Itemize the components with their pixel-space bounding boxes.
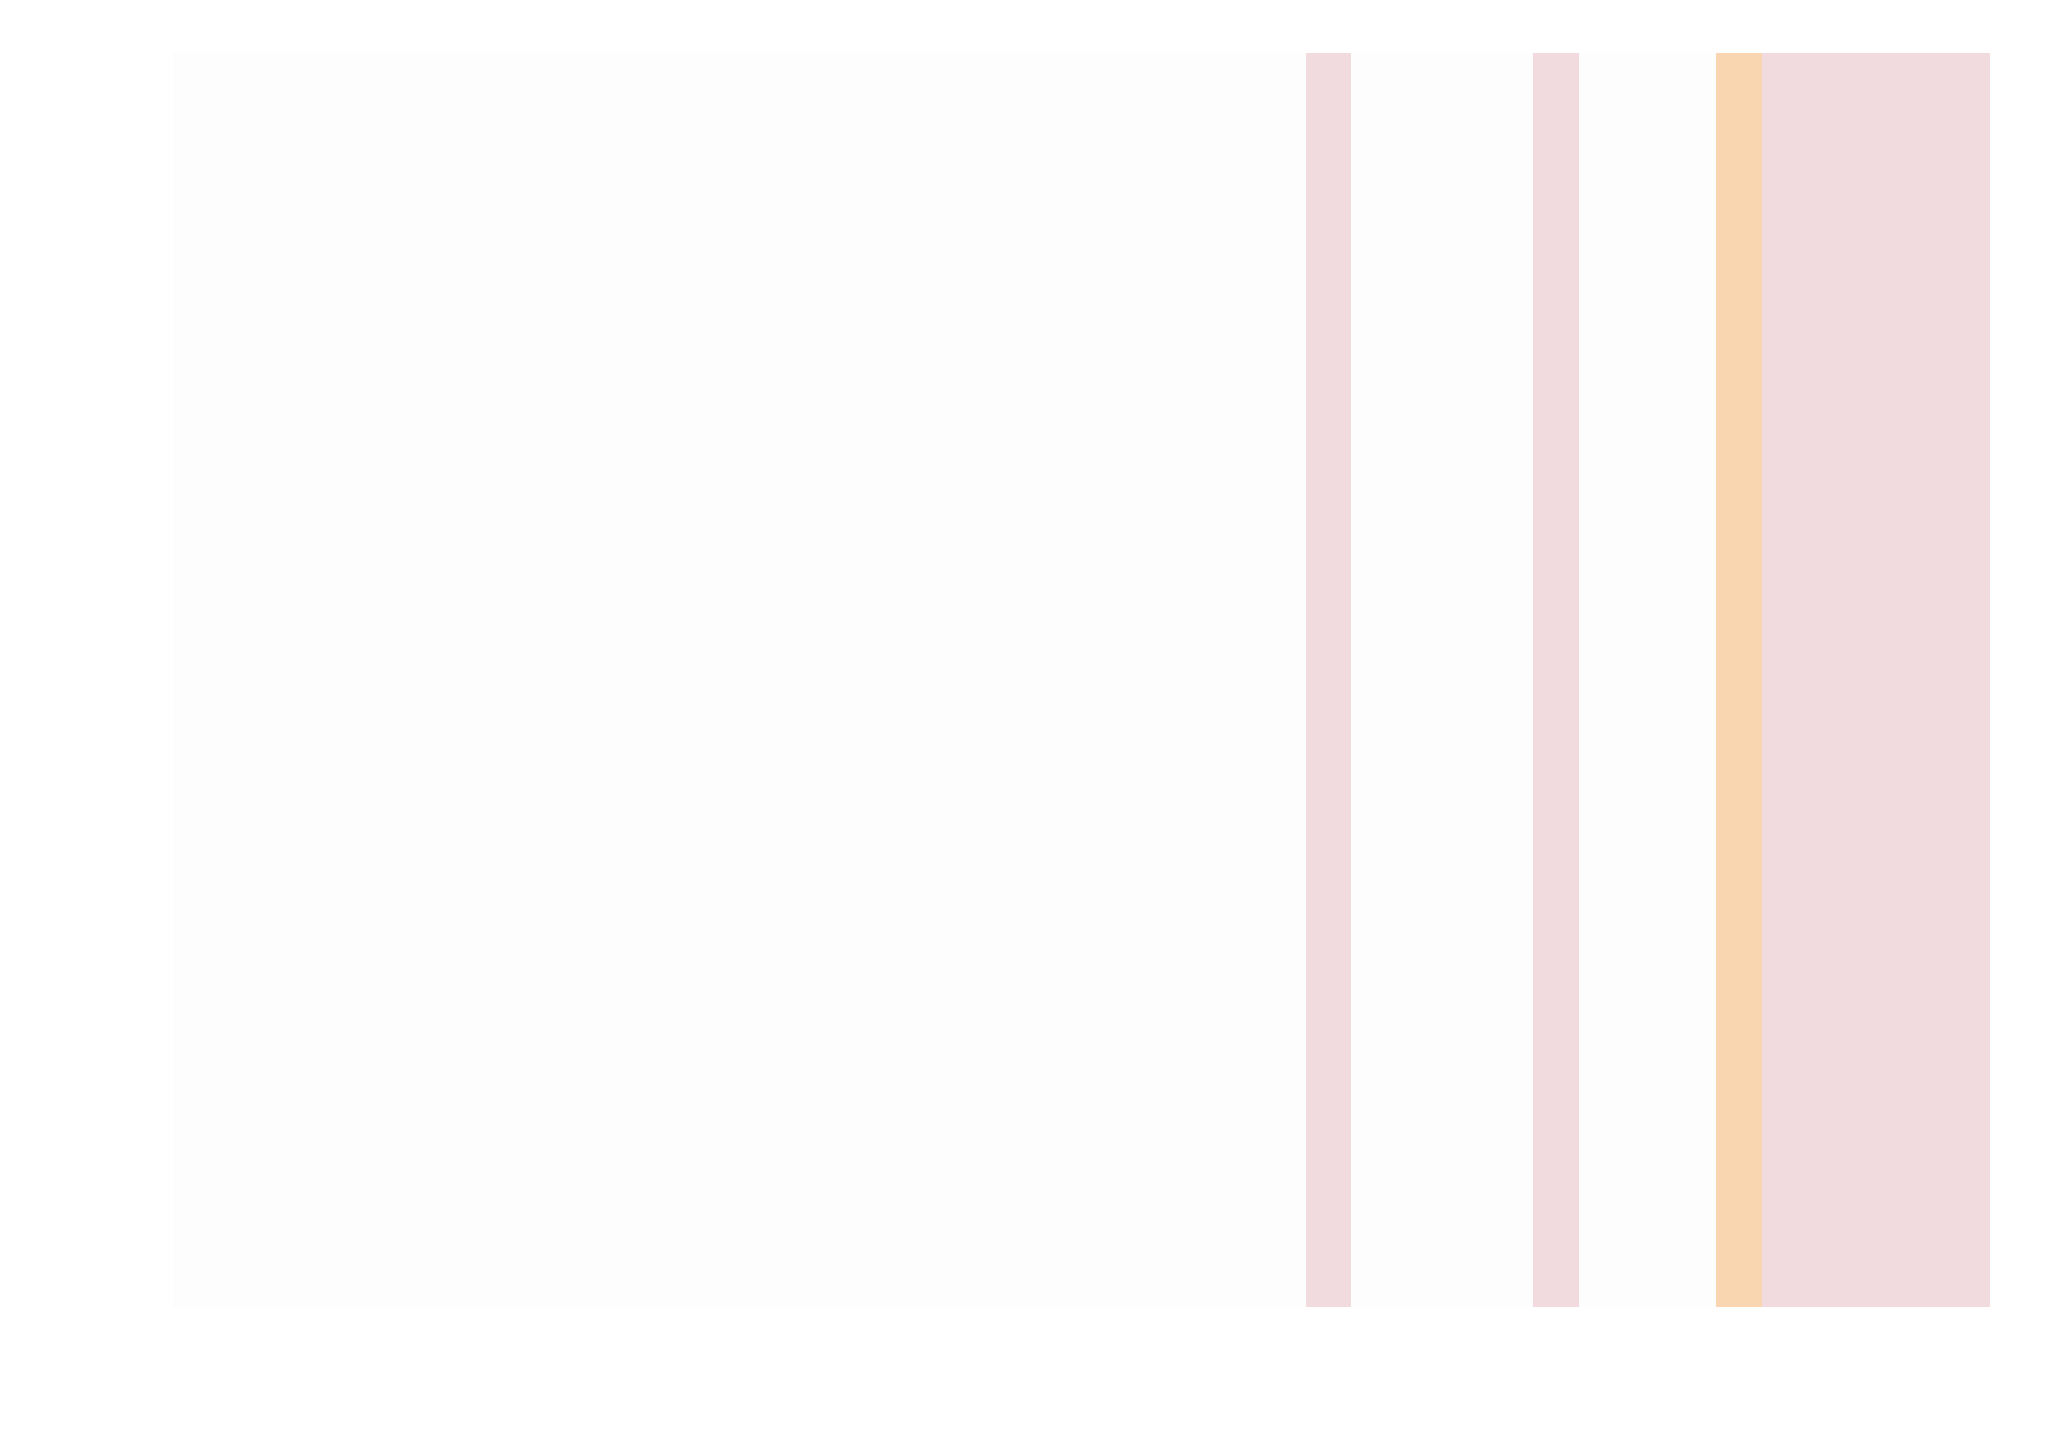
shaded-column: [1716, 53, 1762, 1307]
shaded-column: [1533, 53, 1579, 1307]
objective-text: [249, 373, 549, 439]
objective-text-continued: [249, 54, 549, 120]
shaded-column: [1306, 53, 1351, 1307]
shaded-column: [1762, 53, 1990, 1307]
